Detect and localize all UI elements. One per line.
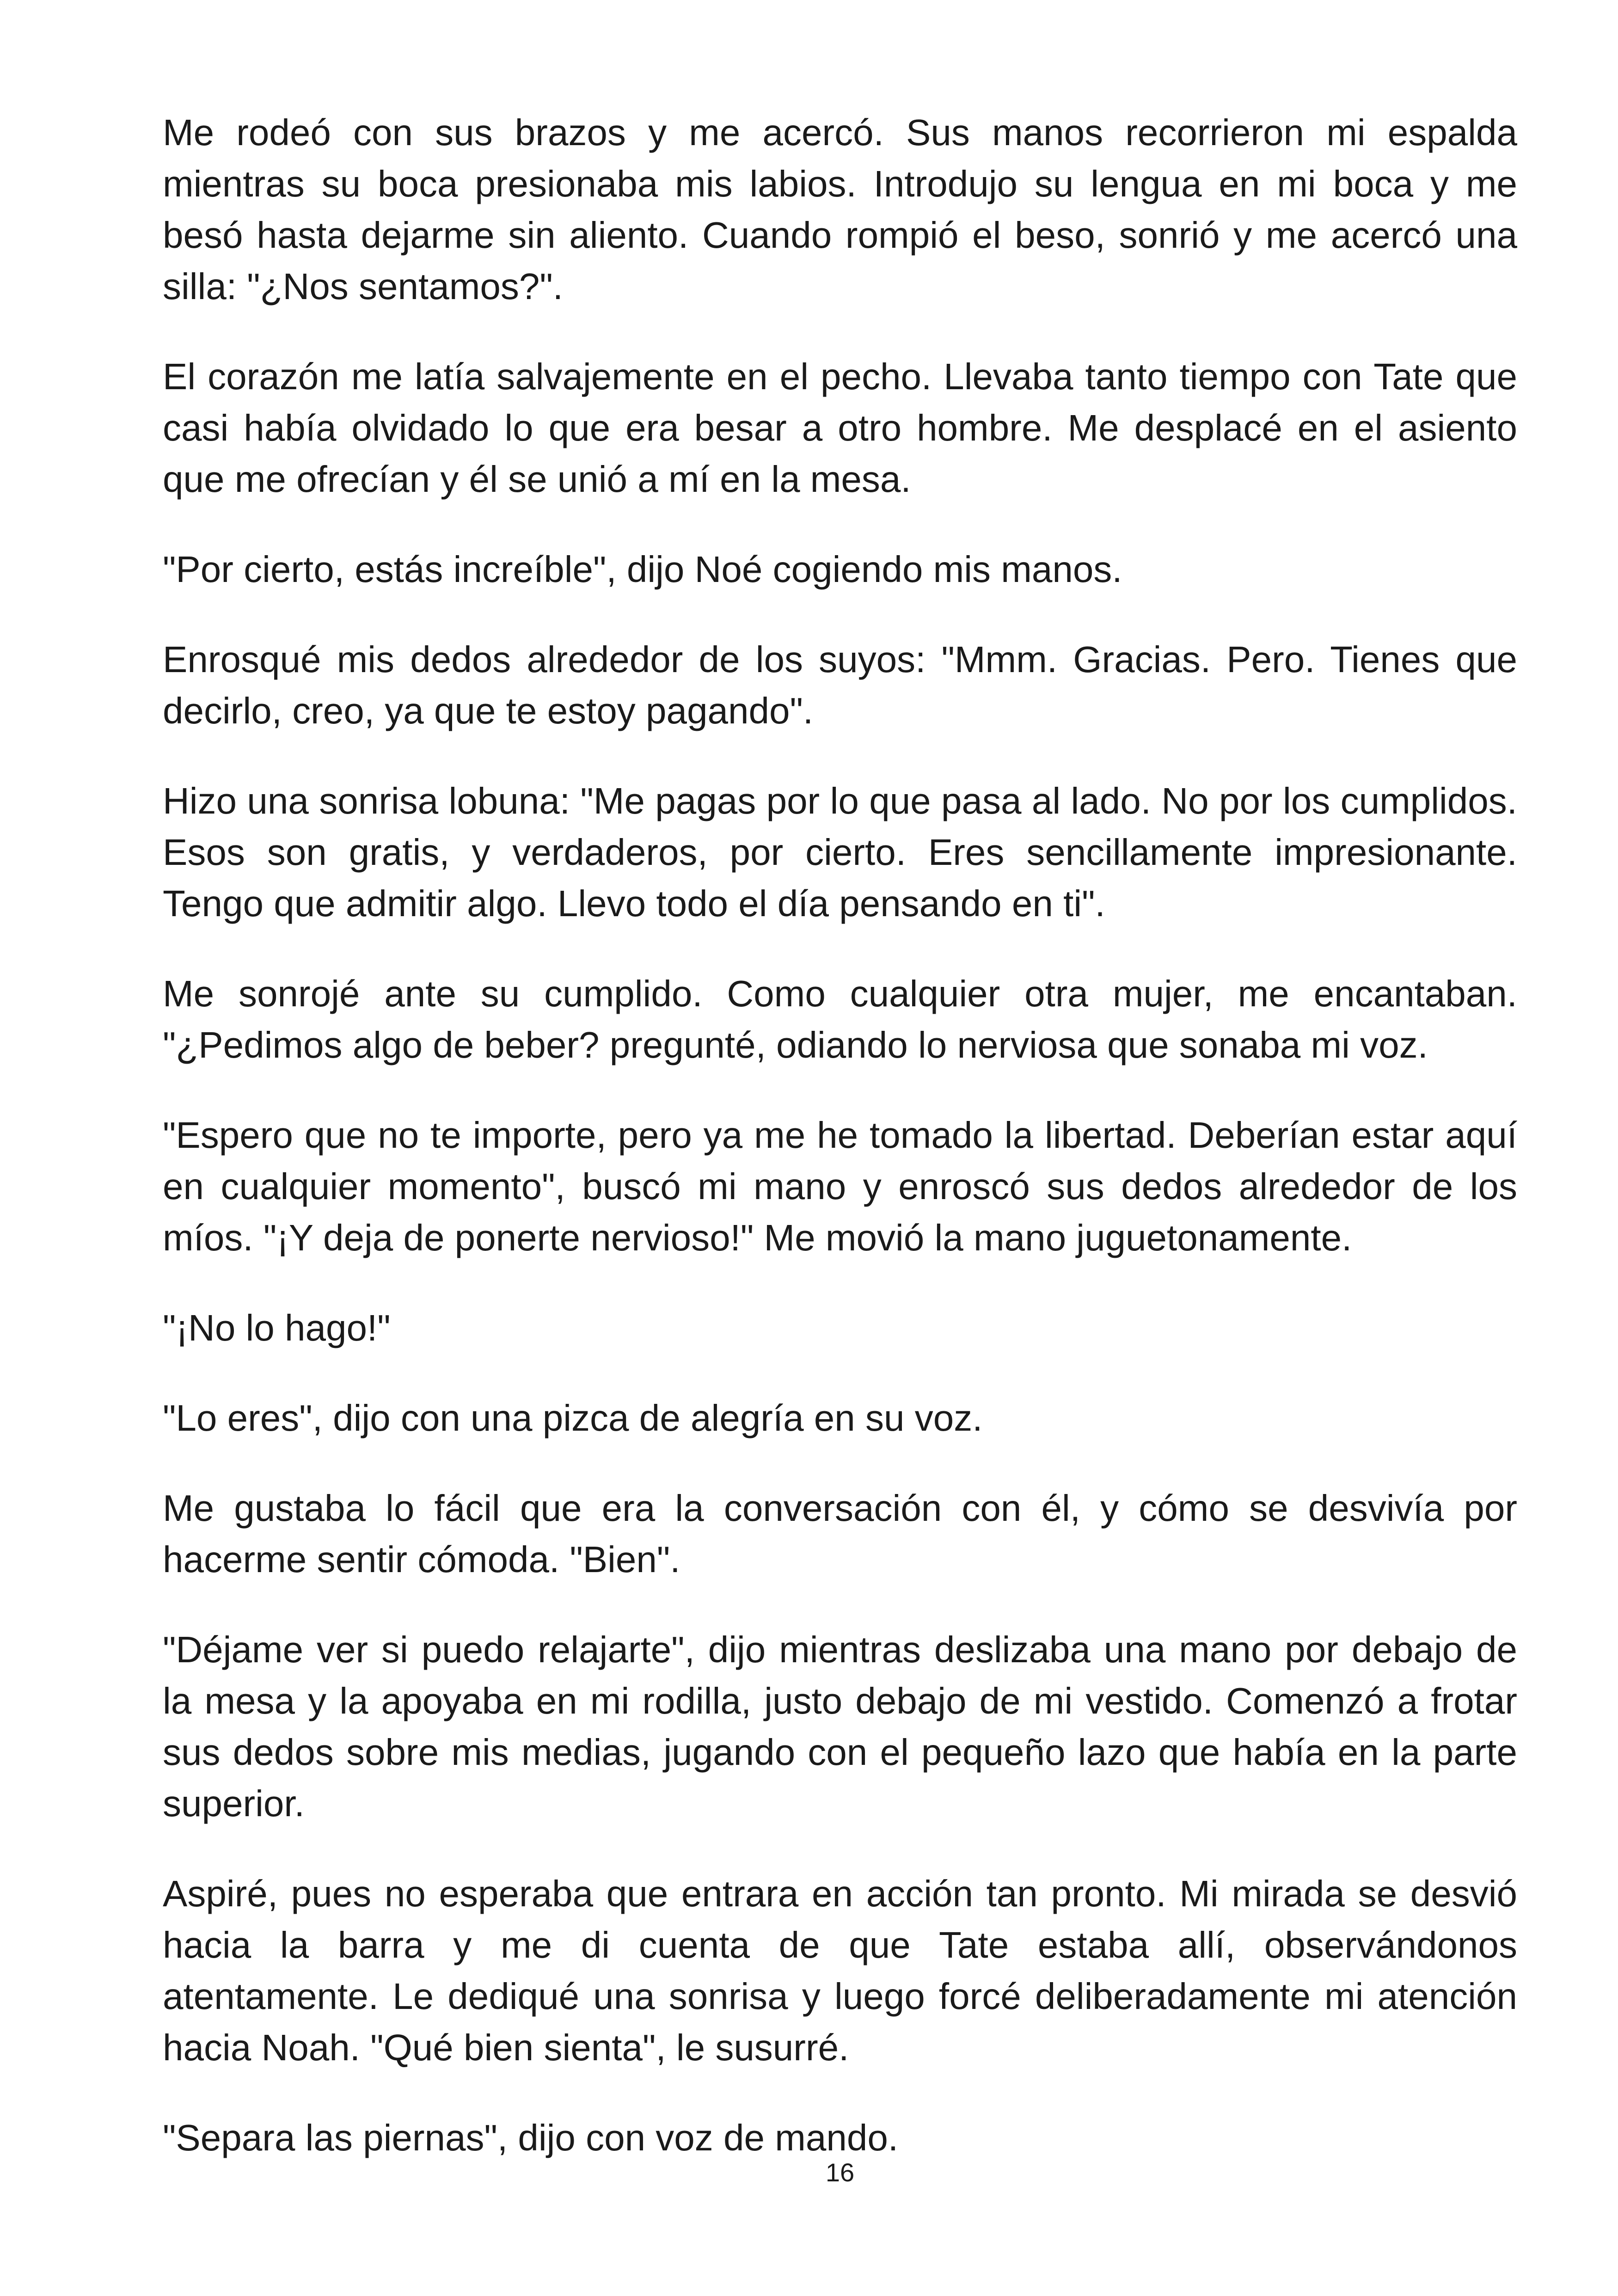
paragraph-11: "Déjame ver si puedo relajarte", dijo mientras deslizaba una mano por debajo de la mesa y la apoyaba en mi rodilla, justo debajo de mi vestido. Comenzó a frotar sus dedos sobre mis medias, jugando con el pequeño lazo que había en la parte superior. [163,1629,1517,1824]
paragraph-8: "¡No lo hago!" [163,1307,391,1348]
paragraph-5: Hizo una sonrisa lobuna: "Me pagas por lo que pasa al lado. No por los cumplidos. Esos son gratis, y verdaderos, por cierto. Eres sencillamente impresionante. Tengo que admitir algo. Llevo todo el día pensando en ti". [163,780,1517,924]
paragraph-6: Me sonrojé ante su cumplido. Como cualquier otra mujer, me encantaban. "¿Pedimos algo de beber? pregunté, odiando lo nerviosa que sonaba mi voz. [163,973,1517,1065]
paragraph-13: "Separa las piernas", dijo con voz de mando. [163,2117,899,2158]
paragraph-3: "Por cierto, estás increíble", dijo Noé cogiendo mis manos. [163,549,1122,590]
paragraph-2: El corazón me latía salvajemente en el pecho. Llevaba tanto tiempo con Tate que casi había olvidado lo que era besar a otro hombre. Me desplacé en el asiento que me ofrecían y él se unió a mí en la mesa. [163,356,1517,500]
page-number: 16 [825,2158,855,2187]
paragraph-12: Aspiré, pues no esperaba que entrara en acción tan pronto. Mi mirada se desvió hacia la barra y me di cuenta de que Tate estaba allí, observándonos atentamente. Le dediqué una sonrisa y luego forcé deliberadamente mi atención hacia Noah. "Qué bien sienta", le susurré. [163,1873,1517,2068]
paragraph-4: Enrosqué mis dedos alrededor de los suyos: "Mmm. Gracias. Pero. Tienes que decirlo, creo, ya que te estoy pagando". [163,639,1517,731]
body-text [163,107,1517,2202]
document-page [163,0,1517,2296]
paragraph-7: "Espero que no te importe, pero ya me he tomado la libertad. Deberían estar aquí en cualquier momento", buscó mi mano y enroscó sus dedos alrededor de los míos. "¡Y deja de ponerte nervioso!" Me movió la mano juguetonamente. [163,1114,1517,1258]
paragraph-1: Me rodeó con sus brazos y me acercó. Sus manos recorrieron mi espalda mientras su boca presionaba mis labios. Introdujo su lengua en mi boca y me besó hasta dejarme sin aliento. Cuando rompió el beso, sonrió y me acercó una silla: "¿Nos sentamos?". [163,112,1517,307]
paragraph-10: Me gustaba lo fácil que era la conversación con él, y cómo se desvivía por hacerme sentir cómoda. "Bien". [163,1488,1517,1580]
paragraph-9: "Lo eres", dijo con una pizca de alegría en su voz. [163,1397,983,1439]
